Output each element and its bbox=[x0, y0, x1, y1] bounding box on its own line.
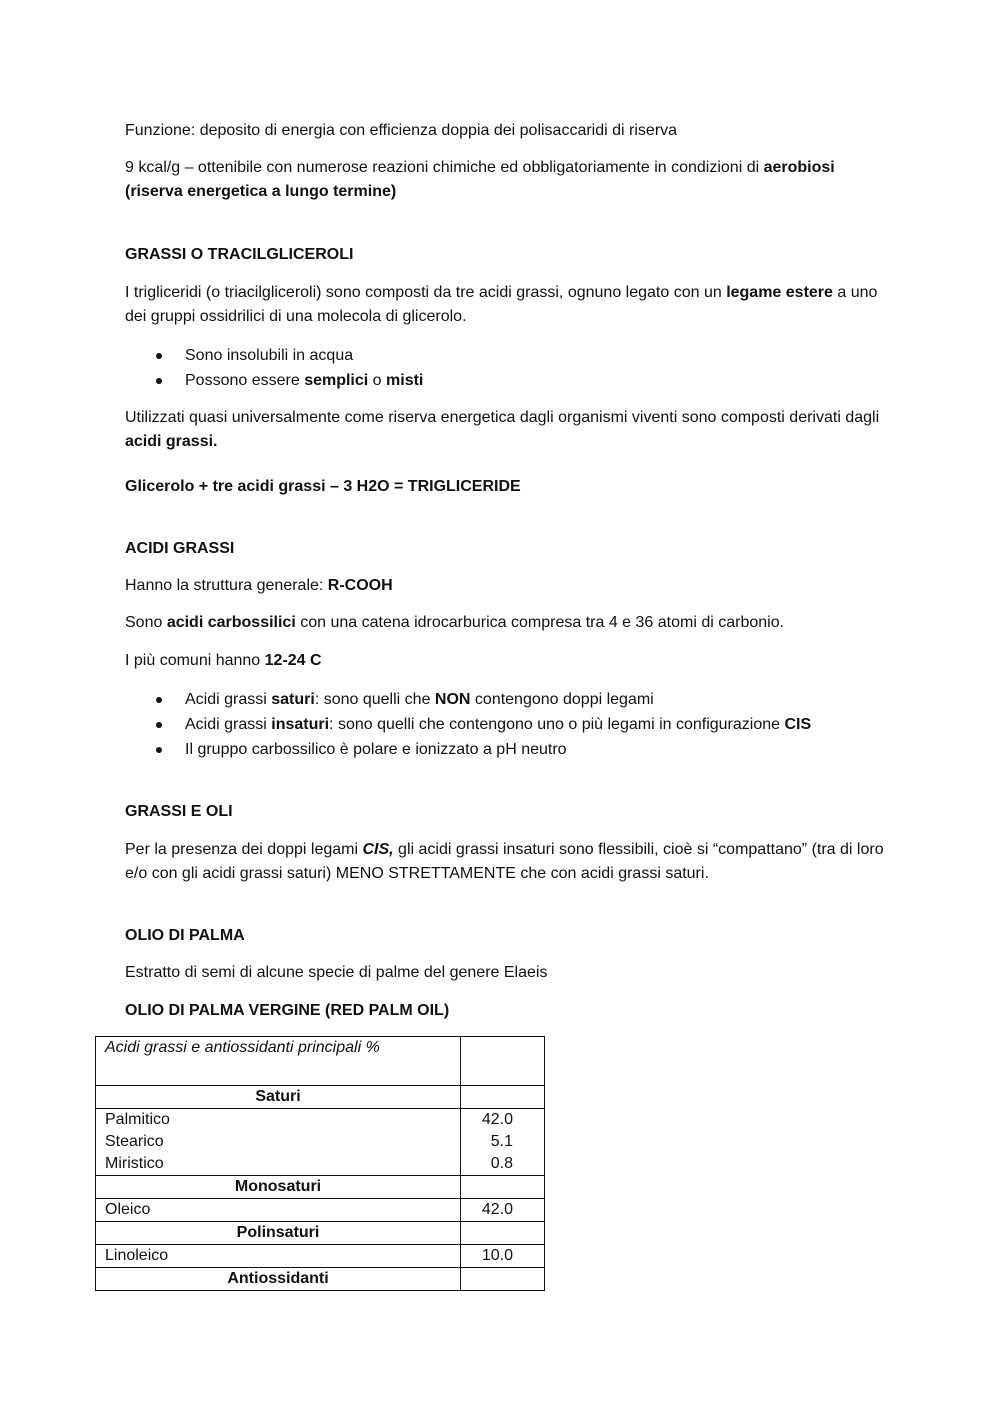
table-row bbox=[96, 1245, 545, 1268]
bullet-text: Acidi grassi bbox=[185, 716, 272, 733]
list-item bbox=[125, 687, 895, 712]
acidi-bullet-list bbox=[125, 687, 895, 762]
table-row bbox=[96, 1176, 545, 1199]
palmitico-value: 42.0 bbox=[481, 1111, 513, 1128]
comuni-text: I più comuni hanno bbox=[125, 652, 265, 669]
heading-grassi: GRASSI O TRACILGLICEROLI bbox=[125, 246, 354, 263]
kcal-paragraph bbox=[125, 156, 895, 204]
bullet-text: Sono insolubili in acqua bbox=[185, 347, 354, 364]
non-bold: NON bbox=[434, 691, 471, 708]
kcal-text: 9 kcal/g – ottenibile con numerose reazioni chimiche ed obbligatoriamente in condizioni di bbox=[125, 159, 764, 176]
table-cell-empty bbox=[461, 1268, 545, 1291]
carbossilici-paragraph bbox=[125, 611, 895, 635]
table-row bbox=[96, 1086, 545, 1109]
heading-olio-palma: OLIO DI PALMA bbox=[125, 927, 245, 944]
saturi-names-cell bbox=[96, 1109, 461, 1176]
bullet-text: Il gruppo carbossilico è polare e ionizzato a pH neutro bbox=[185, 741, 567, 758]
section-antiossidanti: Antiossidanti bbox=[96, 1268, 461, 1291]
table-cell-empty bbox=[461, 1037, 545, 1086]
list-item bbox=[125, 737, 895, 762]
miristico-label: Miristico bbox=[105, 1155, 164, 1172]
heading-olio-palma-vergine: OLIO DI PALMA VERGINE (RED PALM OIL) bbox=[125, 1002, 450, 1019]
section-monosaturi: Monosaturi bbox=[96, 1176, 461, 1199]
list-item bbox=[125, 343, 895, 368]
linoleico-label: Linoleico bbox=[96, 1245, 461, 1268]
bullet-text: o bbox=[368, 372, 387, 389]
legame-estere-bold: legame estere bbox=[726, 284, 833, 301]
bullet-text: Possono essere bbox=[185, 372, 305, 389]
carbossilici-text: Sono bbox=[125, 614, 167, 631]
funzione-text: Funzione: deposito di energia con efficienza doppia dei polisaccaridi di riserva bbox=[125, 122, 678, 139]
table-row bbox=[96, 1199, 545, 1222]
bullet-text: contengono doppi legami bbox=[470, 691, 654, 708]
table-row bbox=[96, 1268, 545, 1291]
elaeis-paragraph: Estratto di semi di alcune specie di palme del genere Elaeis bbox=[125, 964, 548, 981]
12-24c-bold: 12-24 C bbox=[264, 652, 322, 669]
table-row bbox=[96, 1109, 545, 1176]
list-item bbox=[125, 712, 895, 737]
trigliceridi-text-end: a uno dei gruppi ossidrilici di una molecola di glicerolo. bbox=[125, 284, 878, 325]
oleico-value: 42.0 bbox=[481, 1201, 513, 1218]
stearico-label: Stearico bbox=[105, 1133, 164, 1150]
table-cell-empty bbox=[461, 1086, 545, 1109]
insaturi-bold: insaturi bbox=[271, 716, 330, 733]
grassi-bullet-list bbox=[125, 343, 895, 393]
cis-bold-italic: CIS, bbox=[362, 841, 394, 858]
carbossilici-text-end: con una catena idrocarburica compresa tra 4 e 36 atomi di carbonio. bbox=[295, 614, 785, 631]
rcooh-bold: R-COOH bbox=[327, 577, 393, 594]
oleico-label: Oleico bbox=[96, 1199, 461, 1222]
heading-acidi-grassi: ACIDI GRASSI bbox=[125, 540, 235, 557]
bullet-text: : sono quelli che contengono uno o più legami in configurazione bbox=[329, 716, 785, 733]
struttura-text: Hanno la struttura generale: bbox=[125, 577, 328, 594]
oli-paragraph bbox=[125, 838, 895, 886]
table-caption: Acidi grassi e antiossidanti principali % bbox=[96, 1037, 461, 1086]
section-polinsaturi: Polinsaturi bbox=[96, 1222, 461, 1245]
miristico-value: 0.8 bbox=[490, 1155, 513, 1172]
funzione-paragraph bbox=[125, 119, 895, 143]
table-row bbox=[96, 1037, 545, 1086]
cis-bold: CIS bbox=[784, 716, 812, 733]
struttura-paragraph bbox=[125, 574, 895, 598]
table-row bbox=[96, 1222, 545, 1245]
trigliceridi-text: I trigliceridi (o triacilgliceroli) sono composti da tre acidi grassi, ognuno legato con un bbox=[125, 284, 727, 301]
bullet-text: Acidi grassi bbox=[185, 691, 272, 708]
fatty-acids-table bbox=[95, 1036, 545, 1291]
table-cell-empty bbox=[461, 1222, 545, 1245]
linoleico-value-cell bbox=[461, 1245, 545, 1268]
comuni-paragraph bbox=[125, 649, 895, 673]
table-cell-empty bbox=[461, 1176, 545, 1199]
oli-text-end: gli acidi grassi insaturi sono flessibili, cioè si “compattano” (tra di loro e/o con gli acidi grassi saturi) MENO STRETTAMENTE che con acidi grassi saturi. bbox=[125, 841, 884, 882]
list-item bbox=[125, 368, 895, 393]
linoleico-value: 10.0 bbox=[481, 1247, 513, 1264]
saturi-values-cell bbox=[461, 1109, 545, 1176]
section-saturi: Saturi bbox=[96, 1086, 461, 1109]
acidi-grassi-bold: acidi grassi. bbox=[125, 433, 218, 450]
oleico-value-cell bbox=[461, 1199, 545, 1222]
misti-bold: misti bbox=[386, 372, 424, 389]
palmitico-label: Palmitico bbox=[105, 1111, 170, 1128]
trigliceridi-paragraph bbox=[125, 281, 895, 329]
semplici-bold: semplici bbox=[304, 372, 369, 389]
bullet-text: : sono quelli che bbox=[314, 691, 435, 708]
utilizzati-text: Utilizzati quasi universalmente come riserva energetica dagli organismi viventi sono composti derivati dagli bbox=[125, 409, 880, 426]
heading-grassi-oli: GRASSI E OLI bbox=[125, 803, 233, 820]
saturi-bold: saturi bbox=[271, 691, 315, 708]
stearico-value: 5.1 bbox=[490, 1133, 513, 1150]
oli-text: Per la presenza dei doppi legami bbox=[125, 841, 363, 858]
acidi-carbossilici-bold: acidi carbossilici bbox=[166, 614, 296, 631]
formula-trigliceride: Glicerolo + tre acidi grassi – 3 H2O = TRIGLICERIDE bbox=[125, 478, 521, 495]
aerobiosi-bold: aerobiosi bbox=[763, 159, 835, 176]
riserva-bold: (riserva energetica a lungo termine) bbox=[125, 183, 397, 200]
utilizzati-paragraph bbox=[125, 406, 895, 454]
